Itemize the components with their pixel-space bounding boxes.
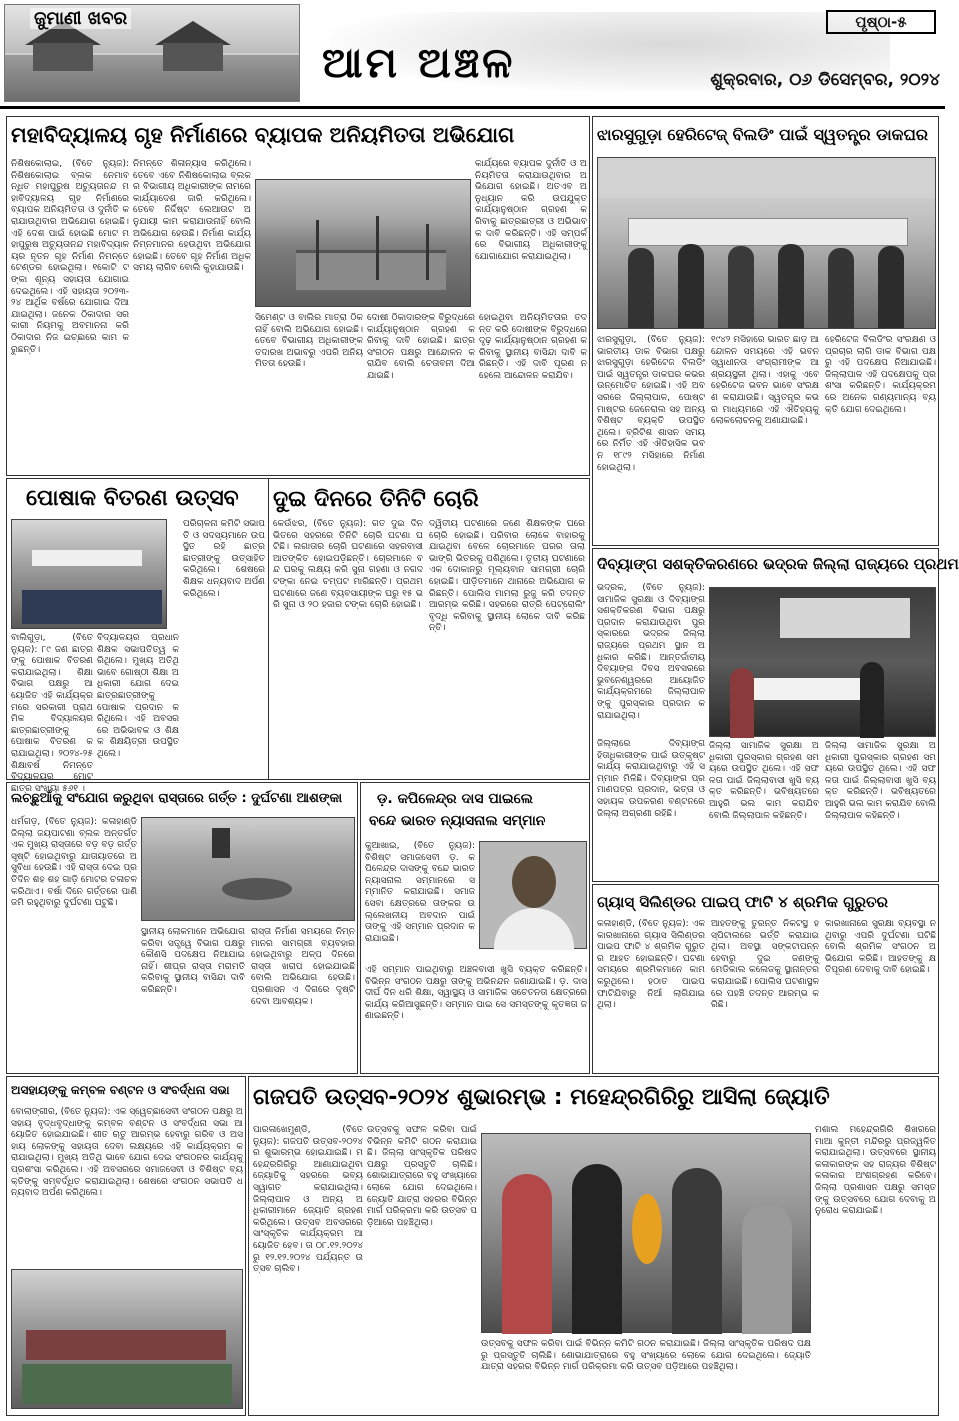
- road-col3: ରାସ୍ତା ନିର୍ମାଣ ସମୟରେ ନିମ୍ନମାନର ସାମଗ୍ରୀ ବ୍ୟବହାର ହୋଇଥିବାରୁ ଅଳ୍ପ ଦିନରେ ରାସ୍ତା ଖରାପ ହୋଇଯାଇଛି ବୋଲି ଅଭିଯୋଗ ହେଉଛି। ପ୍ରଶାସନ ଏ ଦିଗରେ ଦୃଷ୍ଟି ଦେବା ଆବଶ୍ୟକ।: [251, 927, 355, 1007]
- college-col4: ସିମେଣ୍ଟ ଓ ବାଲିର ମାତ୍ରା ଠିକ ନାହିଁ ବୋଲି ଅଭିଯୋଗ ହୋଇଛି। ତେବେ ବିଭାଗୀୟ ଅଧିକାରୀଙ୍କ ତଦାରଖ ଅଭାବରୁ ଏପରି ଅନିୟମିତତା ହେଉଛି।: [255, 313, 363, 370]
- college-col3: କାର୍ଯ୍ୟରେ ବ୍ୟାପକ ଦୁର୍ନୀତି ଓ ଅନିୟମିତତା କରାଯାଉଥିବାର ଅଭିଯୋଗ ହୋଇଛି। ଅତଏବ ଅନୁଧ୍ୟାନ କରି ଉପଯୁକ୍ତ କାର୍ଯ୍ୟାନୁଷ୍ଠାନ ଗ୍ରହଣ କରିବାକୁ ଛାତ୍ରଛାତ୍ରୀ ଓ ଅଭିଭାବକ ଦାବି କରିଛନ୍ତି। ଏହି ସମ୍ପର୍କରେ ବିଭାଗୀୟ ଅଧିକାରୀଙ୍କୁ ଯୋଗାଯୋଗ କରାଯାଇଥିଲା।: [475, 159, 587, 262]
- gas-headline: ଗ୍ୟାସ୍ ସିଲିଣ୍ଡର ପାଇପ୍ ଫାଟି ୪ ଶ୍ରମିକ ଗୁରୁତର: [597, 893, 889, 911]
- college-headline: ମହାବିଦ୍ୟାଳୟ ଗୃହ ନିର୍ମାଣରେ ବ୍ୟାପକ ଅନିୟମିତତା ଅଭିଯୋଗ: [11, 123, 515, 147]
- divyang-headline: ଦିବ୍ୟାଙ୍ଗ ସଶକ୍ତିକରଣରେ ଭଦ୍ରକ ଜିଲ୍ଲା ରାଜ୍ୟରେ ପ୍ରଥମ: [597, 555, 959, 573]
- costume-article: [6, 478, 269, 794]
- college-col6: ହୋଇଥିବା ଅନିୟମିତତାର ତଦନ୍ତ କରି ଦୋଷୀଙ୍କ ବିରୁଦ୍ଧରେ ଦୃଢ଼ କାର୍ଯ୍ୟାନୁଷ୍ଠାନ ଗ୍ରହଣ କରିବାକୁ ସ୍ଥାନୀୟ ବାସିନ୍ଦା ଦାବି କରିଛନ୍ତି। ଏହି ଦାବି ପୂରଣ ନହେଲେ ଆନ୍ଦୋଳନ କରାଯିବ।: [479, 313, 587, 381]
- gajapati-col2-continued: ଉତ୍ସବକୁ ସଫଳ କରିବା ପାଇଁ ବିଭିନ୍ନ କମିଟି ଗଠନ କରାଯାଇଛି। ଜିଲ୍ଲା ସାଂସ୍କୃତିକ ପରିଷଦ ପକ୍ଷରୁ ପ୍ରସ୍ତୁତି ଚାଲିଛି। ଶୋଭାଯାତ୍ରାରେ ବହୁ ସଂଖ୍ୟାରେ ଲୋକେ ଯୋଗ ଦେଇଥିଲେ। ଜ୍ୟୋତି ଯାତ୍ରା ସହରର ବିଭିନ୍ନ ମାର୍ଗ ପରିକ୍ରମା କରି ଉତ୍ସବ ପଡ଼ିଆରେ ପହଞ୍ଚିଥିଲା।: [481, 1339, 811, 1373]
- section-title: ଆମ ଅଞ୍ଚଳ: [322, 38, 516, 87]
- masthead-rule: [0, 106, 945, 109]
- theft-col2: ଦ୍ୱିତୀୟ ଘଟଣାରେ ଜଣେ ଶିକ୍ଷକଙ୍କ ଘରେ ଚୋରି ହୋଇଛି। ପରିବାର ଲୋକେ ବାହାରକୁ ଯାଇଥିବା ବେଳେ ଚୋରମାନେ ଘରର ତାଲା ଭାଙ୍ଗି ଭିତରକୁ ପଶିଥିଲେ। ତୃତୀୟ ଘଟଣାରେ ଏକ ଦୋକାନରୁ ମୂଲ୍ୟବାନ ସାମଗ୍ରୀ ଚୋରି ହୋଇଛି। ପୀଡ଼ିତମାନେ ଥାନାରେ ଅଭିଯୋଗ କରିଛନ୍ତି। ପୋଲିସ ମାମଲା ରୁଜୁ କରି ତଦନ୍ତ ଆରମ୍ଭ କରିଛି। ସହରରେ ରାତ୍ରି ପେଟ୍ରୋଲିଂ ବୃଦ୍ଧି କରିବାକୁ ସ୍ଥାନୀୟ ଲୋକେ ଦାବି କରିଛନ୍ତି।: [429, 519, 585, 634]
- costume-headline: ପୋଷାକ ବିତରଣ ଉତ୍ସବ: [26, 486, 239, 511]
- award-article: [360, 782, 590, 1074]
- helpless-body: ବୋଲାଙ୍ଗୀର, (ବିତେ ନ୍ୟୁଜ): ଏକ ସ୍ୱେଚ୍ଛାସେବୀ ସଂଗଠନ ପକ୍ଷରୁ ଅସହାୟ ବୃଦ୍ଧବୃଦ୍ଧାଙ୍କୁ କମ୍ବଳ ବଣ୍ଟନ ଓ ସଂବର୍ଦ୍ଧନା ସଭା ଆୟୋଜିତ ହୋଇଯାଇଛି। ଶୀତ ଋତୁ ଆରମ୍ଭ ହେବାରୁ ଗରିବ ଓ ଅସହାୟ ଲୋକଙ୍କୁ ସହାୟତା ଦେବା ଲକ୍ଷ୍ୟରେ ଏହି କାର୍ଯ୍ୟକ୍ରମ କରାଯାଇଥିଲା। ମୁଖ୍ୟ ଅତିଥି ଭାବେ ଯୋଗ ଦେଇ ସଂଗଠନର କାର୍ଯ୍ୟକୁ ପ୍ରଶଂସା କରିଥିଲେ। ଏହି ଅବସରରେ ସମାଜସେବୀ ଓ ବିଶିଷ୍ଟ ବ୍ୟକ୍ତିଙ୍କୁ ସମ୍ବର୍ଦ୍ଧିତ କରାଯାଇଥିଲା। ଶେଷରେ ସଂଗଠନ ସଭାପତି ଧନ୍ୟବାଦ ଅର୍ପଣ କରିଥିଲେ।: [11, 1107, 243, 1199]
- gajapati-headline: ଗଜପତି ଉତ୍ସବ-୨୦୨୪ ଶୁଭାରମ୍ଭ : ମହେନ୍ଦ୍ରଗିରିରୁ ଆସିଲା ଜ୍ୟୋତି: [253, 1085, 830, 1110]
- college-article: [6, 116, 590, 476]
- brand-name: ଜୁମାଣୀ ଖବର: [30, 8, 131, 29]
- portrait-photo: [479, 841, 587, 949]
- school-distribution-photo: [11, 519, 167, 629]
- issue-date: ଶୁକ୍ରବାର, ୦୬ ଡିସେମ୍ବର, ୨୦୨୪: [710, 70, 940, 90]
- jharsuguda-col2: ୧୯୪୨ ମସିହାରେ ଭାରତ ଛାଡ଼ ଆନ୍ଦୋଳନ ସମୟରେ ଏହି ଭବନ ସ୍ୱାଧୀନତା ସଂଗ୍ରାମୀଙ୍କ ଆଶ୍ରୟସ୍ଥଳୀ ଥିଲା। ଏହାକୁ ଏବେ ହେରିଟେଜ ଭବନ ଭାବେ ସଂରକ୍ଷଣ କରାଯାଉଛି। ସ୍ୱତନ୍ତ୍ର କଭର ମାଧ୍ୟମରେ ଏହି ଐତିହ୍ୟକୁ ଲୋକଲୋଚନକୁ ଅଣାଯାଇଛି।: [711, 335, 819, 427]
- theft-col1: କେଉଁଝର, (ବିତେ ନ୍ୟୁଜ): ଗତ ଦୁଇ ଦିନ ଭିତରେ ସହରରେ ତିନିଟି ଚୋରି ଘଟଣା ଘଟିଛି। ଲଗାତାର ଚୋରି ଘଟଣାରେ ସହରବାସୀ ଆତଙ୍କିତ ହୋଇପଡ଼ିଛନ୍ତି। ଚୋରମାନେ ବନ୍ଦ ଘରକୁ ଲକ୍ଷ୍ୟ କରି ସୁନା ଗହଣା ଓ ନଗଦ ଟଙ୍କା ନେଇ ଚମ୍ପଟ ମାରିଛନ୍ତି। ପ୍ରଥମ ଘଟଣାରେ ଜଣେ ବ୍ୟବସାୟୀଙ୍କ ଘରୁ ୧୫ ଭରି ସୁନା ଓ ୨୦ ହଜାର ଟଙ୍କା ଚୋରି ହୋଇଛି।: [273, 519, 423, 611]
- college-col2: ନିମନ୍ତେ ଶିଳାନ୍ୟାସ କରିଥିଲେ। ତେବେ ଏବେ ନିଶିଷକୋଲାଇ ବ୍ଲକର ବିଭାଗୀୟ ଅଧିକାରୀଙ୍କ ନାମରେ କାର୍ଯ୍ୟାଦେଶ ଜାରି କରିଥିଲେ। ତେବେ ନିର୍ଦ୍ଦିଷ୍ଟ ଲେଆଉଟ ଅନୁଯାୟୀ କାମ କରାଯାଉନାହିଁ ବୋଲି ଅଭିଯୋଗ ହେଉଛି। ନିର୍ମାଣ କାର୍ଯ୍ୟ ନିମ୍ନମାନର ହେଉଥିବା ଅଭିଯୋଗ ହୋଇଛି। ତେବେ ଗୃହ ନିର୍ମାଣ ଅଧିକ ସମୟ ଲାଗିବ ବୋଲି କୁହାଯାଉଛି।: [133, 159, 251, 274]
- gajapati-col3: ମଶାଲ ମହେନ୍ଦ୍ରଗିରି ଶିଖରରେ ମାଆ କୁନ୍ତୀ ମନ୍ଦିରରୁ ପ୍ରଜ୍ୱଳିତ କରାଯାଇଥିଲା। ଉତ୍ସବରେ ସ୍ଥାନୀୟ କଳାକାରଙ୍କ ସହ ରାଜ୍ୟର ବିଶିଷ୍ଟ କଳାକାର ଅଂଶଗ୍ରହଣ କରିବେ। ଜିଲ୍ଲା ପ୍ରଶାସନ ପକ୍ଷରୁ ସମସ୍ତଙ୍କୁ ଉତ୍ସବରେ ଯୋଗ ଦେବାକୁ ଅନୁରୋଧ କରାଯାଇଛି।: [815, 1125, 936, 1217]
- award-headline-line1: ଡ଼. କପିଳେନ୍ଦ୍ର ଦାସ ପାଇଲେ: [377, 791, 533, 807]
- page-number: ପୃଷ୍ଠା-୫: [826, 10, 936, 34]
- award-ceremony-photo: [709, 587, 936, 737]
- helpless-article: [6, 1076, 246, 1416]
- road-col1: ଧର୍ମଗଡ଼, (ବିତେ ନ୍ୟୁଜ): କଳାହାଣ୍ଡି ଜିଲ୍ଲା ଜୟପାଟଣା ବ୍ଲକ ଅନ୍ତର୍ଗତ ଏକ ମୁଖ୍ୟ ରାସ୍ତାରେ ବଡ଼ ବଡ଼ ଗର୍ତ୍ତ ସୃଷ୍ଟି ହୋଇଥିବାରୁ ଯାତାୟାତରେ ଅସୁବିଧା ହେଉଛି। ଏହି ରାସ୍ତା ଦେଇ ପ୍ରତିଦିନ ଶହ ଶହ ଗାଡ଼ି ମୋଟର ଚଳାଚଳ କରିଥାଏ। ବର୍ଷା ଦିନେ ଗର୍ତ୍ତରେ ପାଣି ଜମି ରହୁଥିବାରୁ ଦୁର୍ଘଟଣା ଘଟୁଛି।: [11, 817, 137, 909]
- masthead: [0, 0, 945, 110]
- college-col5: ଦୋଷୀ ଠିକାଦାରଙ୍କ ବିରୁଦ୍ଧରେ କାର୍ଯ୍ୟାନୁଷ୍ଠାନ ଗ୍ରହଣ କରିବାକୁ ଦାବି ହୋଇଛି। ଛାତ୍ର ସଂଗଠନ ପକ୍ଷରୁ ଆନ୍ଦୋଳନ କରାଯିବ ବୋଲି ଚେତାବନୀ ଦିଆଯାଇଛି।: [367, 313, 475, 381]
- divyang-article: [592, 548, 959, 882]
- blanket-distribution-photo: [11, 1269, 243, 1409]
- costume-col1: ବାଲିଗୁଡ଼ା, (ବିତେ ନ୍ୟୁଜ): ୮୯ ଜଣ ଛାତ୍ରଙ୍କୁ ପୋଷାକ ବିତରଣ କରାଯାଇଥିଲା। ଶିକ୍ଷା ବିଭାଗ ପକ୍ଷରୁ ଆୟୋଜିତ ଏହି କାର୍ଯ୍ୟକ୍ରମରେ ସରକାରୀ ପ୍ରାଥମିକ ବିଦ୍ୟାଳୟର ଛାତ୍ରଛାତ୍ରୀଙ୍କୁ ପୋଷାକ ବିତରଣ କରାଯାଇଥିଲା। ୨୦୨୪-୨୫ ଶିକ୍ଷାବର୍ଷ ନିମନ୍ତେ ବିଦ୍ୟାଳୟର ମୋଟ ଛାତ୍ର ସଂଖ୍ୟା ୫୬୧ ।: [11, 633, 93, 794]
- divyang-col2: ଜିଲ୍ଲାରେ ଦିବ୍ୟାଙ୍ଗ ହିତାଧିକାରୀଙ୍କ ପାଇଁ ଉତ୍କୃଷ୍ଟ କାର୍ଯ୍ୟ କରାଯାଇଥିବାରୁ ଏହି ସମ୍ମାନ ମିଳିଛି। ଦିବ୍ୟାଙ୍ଗ ପ୍ରମାଣପତ୍ର ପ୍ରଦାନ, ଭତ୍ତା ଓ ସହାୟକ ଉପକରଣ ବଣ୍ଟନରେ ଜିଲ୍ଲା ଅଗ୍ରଣୀ ରହିଛି।: [597, 739, 705, 819]
- divyang-col3: ଜିଲ୍ଲା ସାମାଜିକ ସୁରକ୍ଷା ଅଧିକାରୀ ପୁରସ୍କାର ଗ୍ରହଣ ସମୟରେ ଉପସ୍ଥିତ ଥିଲେ। ଏହି ସଫଳତା ପାଇଁ ଜିଲ୍ଲାବାସୀ ଖୁସି ବ୍ୟକ୍ତ କରିଛନ୍ତି। ଭବିଷ୍ୟତରେ ଆହୁରି ଭଲ କାମ କରାଯିବ ବୋଲି ଜିଲ୍ଲାପାଳ କହିଛନ୍ତି।: [709, 741, 819, 821]
- costume-col2: ବିଦ୍ୟାଳୟର ପ୍ରଧାନଶିକ୍ଷକ ସଭାପତିତ୍ୱ କରିଥିଲେ। ମୁଖ୍ୟ ଅତିଥି ଭାବେ ଗୋଷ୍ଠୀ ଶିକ୍ଷା ଅଧିକାରୀ ଯୋଗ ଦେଇ ଛାତ୍ରଛାତ୍ରୀଙ୍କୁ ପୋଷାକ ପ୍ରଦାନ କରିଥିଲେ। ଏହି ଅବସରରେ ଅଭିଭାବକ ଓ ଶିକ୍ଷକ ଶିକ୍ଷୟିତ୍ରୀ ଉପସ୍ଥିତ ଥିଲେ।: [97, 633, 179, 759]
- theft-headline: ଦୁଇ ଦିନରେ ତିନିଟି ଚୋରି: [273, 487, 479, 512]
- costume-col3: ପରିଚାଳନା କମିଟି ସଭାପତି ଓ ସଦସ୍ୟମାନେ ଉପସ୍ଥିତ ରହି ଛାତ୍ରଛାତ୍ରୀଙ୍କୁ ଉତ୍ସାହିତ କରିଥିଲେ। ଶେଷରେ ଶିକ୍ଷକ ଧନ୍ୟବାଦ ଅର୍ପଣ କରିଥିଲେ।: [183, 519, 265, 599]
- road-article: [6, 782, 358, 1074]
- jharsuguda-headline: ଝାରସୁଗୁଡ଼ା ହେରିଟେଜ୍ ବିଲଡିଂ ପାଇଁ ସ୍ୱତନ୍ତ୍ର ଡାକଘର: [597, 125, 929, 144]
- road-headline: ଲଚ୍ଛୁଆଁକୁ ସଂଯୋଗ କରୁଥିବା ରାସ୍ତାରେ ଗର୍ତ୍ତ : ଦୁର୍ଘଟଣା ଆଶଙ୍କା: [11, 791, 343, 806]
- jharsuguda-article: [592, 116, 939, 546]
- gajapati-article: [248, 1076, 939, 1416]
- college-col1: ନିଶିଷକୋଲାଇ, (ବିତେ ନ୍ୟୁଜ): ନିଶିଷକୋଲାଇ ବ୍ଲକ ନେମାବନ୍ଧିତ ମହାପୁରୁଷ ଅଚ୍ୟୁତାନନ୍ଦ ମହାବିଦ୍ୟାଳୟ ଗୃହ ନିର୍ମାଣରେ ବ୍ୟାପକ ଅନିୟମିତତା ଓ ଦୁର୍ନୀତି କରାଯାଉଥିବାର ଅଭିଯୋଗ ହୋଇଛି। ଏହି ଦେଶ ପାଇଁ ହୋଇଛି ମୋଟ ମହାପୁରୁଷ ଅଚ୍ୟୁତାନନ୍ଦ ମହାବିଦ୍ୟାଳୟର ନୂତନ ଗୃହ ନିର୍ମାଣ ନିମନ୍ତେ ଟେଣ୍ଡର ହୋଇଥିଲା। ୧କୋଟି ଟଙ୍କା ଶୂନ୍ୟ ସହାୟତା ଯୋଗାଇ ଦେଇଥିଲେ। ଏହି ସହାୟତା ୨୦୨୩-୨୪ ଆର୍ଥିକ ବର୍ଷରେ ଯୋଗାଇ ଦିଆଯାଇଥିଲା। ଜନେକ ଠିକାଦାର ସରକାରୀ ନିୟମକୁ ଅବମାନନା କରି ଠିକାଦାର ନିଜ ଇଚ୍ଛାରେ କାମ କରୁଛନ୍ତି।: [11, 159, 129, 355]
- divyang-col4: ଜିଲ୍ଲା ସାମାଜିକ ସୁରକ୍ଷା ଅଧିକାରୀ ପୁରସ୍କାର ଗ୍ରହଣ ସମୟରେ ଉପସ୍ଥିତ ଥିଲେ। ଏହି ସଫଳତା ପାଇଁ ଜିଲ୍ଲାବାସୀ ଖୁସି ବ୍ୟକ୍ତ କରିଛନ୍ତି। ଭବିଷ୍ୟତରେ ଆହୁରି ଭଲ କାମ କରାଯିବ ବୋଲି ଜିଲ୍ଲାପାଳ କହିଛନ୍ତି।: [825, 741, 936, 821]
- theft-article: [269, 478, 590, 780]
- helpless-headline: ଅସହାୟଙ୍କୁ କମ୍ବଳ ବଣ୍ଟନ ଓ ସଂବର୍ଦ୍ଧନା ସଭା: [11, 1083, 230, 1097]
- award-headline-line2: ବନ୍ଦେ ଭାରତ ନ୍ୟାସନାଲ ସମ୍ମାନ: [369, 813, 546, 829]
- divyang-col1: ଭଦ୍ରକ, (ବିତେ ନ୍ୟୁଜ): ସାମାଜିକ ସୁରକ୍ଷା ଓ ଦିବ୍ୟାଙ୍ଗ ସଶକ୍ତିକରଣ ବିଭାଗ ପକ୍ଷରୁ ପ୍ରଦାନ କରାଯାଉଥିବା ପୁରସ୍କାରରେ ଭଦ୍ରକ ଜିଲ୍ଲା ରାଜ୍ୟରେ ପ୍ରଥମ ସ୍ଥାନ ଅଧିକାର କରିଛି। ଆନ୍ତର୍ଜାତୀୟ ଦିବ୍ୟାଙ୍ଗ ଦିବସ ଅବସରରେ ଭୁବନେଶ୍ୱରରେ ଆୟୋଜିତ କାର୍ଯ୍ୟକ୍ରମରେ ଜିଲ୍ଲାପାଳଙ୍କୁ ପୁରସ୍କାର ପ୍ରଦାନ କରାଯାଇଥିଲା।: [597, 583, 705, 721]
- road-col2: ସ୍ଥାନୀୟ ଲୋକମାନେ ଅଭିଯୋଗ କରିବା ସତ୍ତ୍ୱେ ବିଭାଗ ପକ୍ଷରୁ କୌଣସି ପଦକ୍ଷେପ ନିଆଯାଇନାହିଁ। ଶୀଘ୍ର ରାସ୍ତା ମରାମତି କରିବାକୁ ସ୍ଥାନୀୟ ବାସିନ୍ଦା ଦାବି କରିଛନ୍ତି।: [141, 927, 245, 995]
- gas-article: [592, 884, 939, 1074]
- gajapati-col1: ପାରଳାଖେମୁଣ୍ଡି, (ବିତେ ନ୍ୟୁଜ): ଗଜପତି ଉତ୍ସବ-୨୦୨୪ ର ଶୁଭାରମ୍ଭ ହୋଇଯାଇଛି। ମହେନ୍ଦ୍ରଗିରିରୁ ଆଣାଯାଇଥିବା ଜ୍ୟୋତିକୁ ସହରରେ ଭବ୍ୟ ସ୍ୱାଗତ କରାଯାଇଥିଲା। ଜିଲ୍ଲାପାଳ ଓ ଅନ୍ୟ ଅଧିକାରୀମାନେ ଜ୍ୟୋତି ଗ୍ରହଣ କରିଥିଲେ। ଉତ୍ସବ ଅବସରରେ ସାଂସ୍କୃତିକ କାର୍ଯ୍ୟକ୍ରମ ଆୟୋଜିତ ହେବ। ତା ୦୮.୧୨.୨୦୨୪ ରୁ ୧୨.୧୨.୨୦୨୪ ପର୍ଯ୍ୟନ୍ତ ଉତ୍ସବ ଚାଲିବ।: [253, 1125, 363, 1275]
- award-col2: ଏହି ସମ୍ମାନ ପାଇଥିବାରୁ ଅଞ୍ଚଳବାସୀ ଖୁସି ବ୍ୟକ୍ତ କରିଛନ୍ତି। ବିଭିନ୍ନ ସଂଗଠନ ପକ୍ଷରୁ ତାଙ୍କୁ ଅଭିନନ୍ଦନ ଜଣାଯାଇଛି। ଡ଼. ଦାସ ଦୀର୍ଘ ଦିନ ଧରି ଶିକ୍ଷା, ସ୍ୱାସ୍ଥ୍ୟ ଓ ସାମାଜିକ ସଚେତନତା କ୍ଷେତ୍ରରେ କାର୍ଯ୍ୟ କରିଆସୁଛନ୍ତି। ସମ୍ମାନ ପାଇ ସେ ସମସ୍ତଙ୍କୁ କୃତଜ୍ଞତା ଜଣାଇଛନ୍ତି।: [365, 965, 587, 1022]
- gajapati-col2: ଉତ୍ସବକୁ ସଫଳ କରିବା ପାଇଁ ବିଭିନ୍ନ କମିଟି ଗଠନ କରାଯାଇଛି। ଜିଲ୍ଲା ସାଂସ୍କୃତିକ ପରିଷଦ ପକ୍ଷରୁ ପ୍ରସ୍ତୁତି ଚାଲିଛି। ଶୋଭାଯାତ୍ରାରେ ବହୁ ସଂଖ୍ୟାରେ ଲୋକେ ଯୋଗ ଦେଇଥିଲେ। ଜ୍ୟୋତି ଯାତ୍ରା ସହରର ବିଭିନ୍ନ ମାର୍ଗ ପରିକ୍ରମା କରି ଉତ୍ସବ ପଡ଼ିଆରେ ପହଞ୍ଚିଥିଲା।: [367, 1125, 477, 1228]
- gas-col1: କଳାହାଣ୍ଡି, (ବିତେ ନ୍ୟୁଜ): ଏକ କାରଖାନାରେ ଗ୍ୟାସ ସିଲିଣ୍ଡର ପାଇପ ଫାଟି ୪ ଶ୍ରମିକ ଗୁରୁତର ଆହତ ହୋଇଛନ୍ତି। ଘଟଣା ସମୟରେ ଶ୍ରମିକମାନେ କାମ କରୁଥିଲେ। ହଠାତ ପାଇପ ଫାଟିଯିବାରୁ ନିଆଁ ଲାଗିଯାଇଥିଲା।: [597, 919, 705, 1011]
- gas-col2: ଆହତଙ୍କୁ ତୁରନ୍ତ ନିକଟସ୍ଥ ହସ୍ପିଟାଲରେ ଭର୍ତ୍ତି କରାଯାଇଥିଲା। ଅବସ୍ଥା ସଙ୍କଟାପନ୍ନ ହେବାରୁ ଦୁଇ ଜଣଙ୍କୁ ମେଡିକାଲ କଲେଜକୁ ସ୍ଥାନାନ୍ତର କରାଯାଇଛି। ପୋଲିସ ଘଟଣାସ୍ଥଳରେ ପହଞ୍ଚି ତଦନ୍ତ ଆରମ୍ଭ କରିଛି।: [711, 919, 819, 1011]
- gas-col3: କାରଖାନାରେ ସୁରକ୍ଷା ବ୍ୟବସ୍ଥା ନଥିବାରୁ ଏପରି ଦୁର୍ଘଟଣା ଘଟିଛି ବୋଲି ଶ୍ରମିକ ସଂଗଠନ ଅଭିଯୋଗ କରିଛି। ଆହତଙ୍କୁ କ୍ଷତିପୂରଣ ଦେବାକୁ ଦାବି ହୋଇଛି।: [825, 919, 936, 976]
- torch-ceremony-photo: [481, 1133, 811, 1333]
- heritage-ceremony-photo: [597, 157, 936, 329]
- jharsuguda-col1: ଝାରସୁଗୁଡ଼ା, (ବିତେ ନ୍ୟୁଜ): ଭାରତୀୟ ଡାକ ବିଭାଗ ପକ୍ଷରୁ ଝାରସୁଗୁଡ଼ା ହେରିଟେଜ ବିଲଡିଂ ପାଇଁ ସ୍ୱତନ୍ତ୍ର ଡାକଘର କଭର ଉନ୍ମୋଚିତ ହୋଇଛି। ଏହି ଅବସରରେ ଜିଲ୍ଲାପାଳ, ପୋଷ୍ଟମାଷ୍ଟର ଜେନେରାଲ ସହ ଅନ୍ୟ ବିଶିଷ୍ଟ ବ୍ୟକ୍ତି ଉପସ୍ଥିତ ଥିଲେ। ବ୍ରିଟିଶ ଶାସନ ସମୟରେ ନିର୍ମିତ ଏହି ଐତିହାସିକ ଭବନ ୧୮୯୨ ମସିହାରେ ନିର୍ମାଣ ହୋଇଥିଲା।: [597, 335, 705, 473]
- award-col1: କୁଆଖାଇ, (ବିତେ ନ୍ୟୁଜ): ବିଶିଷ୍ଟ ସମାଜସେବୀ ଡ଼. କପିଳେନ୍ଦ୍ର ଦାସଙ୍କୁ ବନ୍ଦେ ଭାରତ ନ୍ୟାସନାଲ ସମ୍ମାନରେ ସମ୍ମାନିତ କରାଯାଇଛି। ସମାଜ ସେବା କ୍ଷେତ୍ରରେ ତାଙ୍କର ଉଲ୍ଲେଖନୀୟ ଅବଦାନ ପାଇଁ ତାଙ୍କୁ ଏହି ସମ୍ମାନ ପ୍ରଦାନ କରାଯାଇଛି।: [365, 841, 475, 944]
- jharsuguda-col3: ହେରିଟେଜ ବିଲଡିଂର ସଂରକ୍ଷଣ ଓ ପ୍ରଚାର ଲାଗି ଡାକ ବିଭାଗ ପକ୍ଷରୁ ଏହି ପଦକ୍ଷେପ ନିଆଯାଇଛି। ଜିଲ୍ଲାପାଳ ଏହି ପଦକ୍ଷେପକୁ ପ୍ରଶଂସା କରିଛନ୍ତି। କାର୍ଯ୍ୟକ୍ରମରେ ଅନେକ ଗଣ୍ୟମାନ୍ୟ ବ୍ୟକ୍ତି ଯୋଗ ଦେଇଥିଲେ।: [825, 335, 936, 415]
- construction-photo: [255, 179, 471, 307]
- pothole-road-photo: [141, 817, 355, 921]
